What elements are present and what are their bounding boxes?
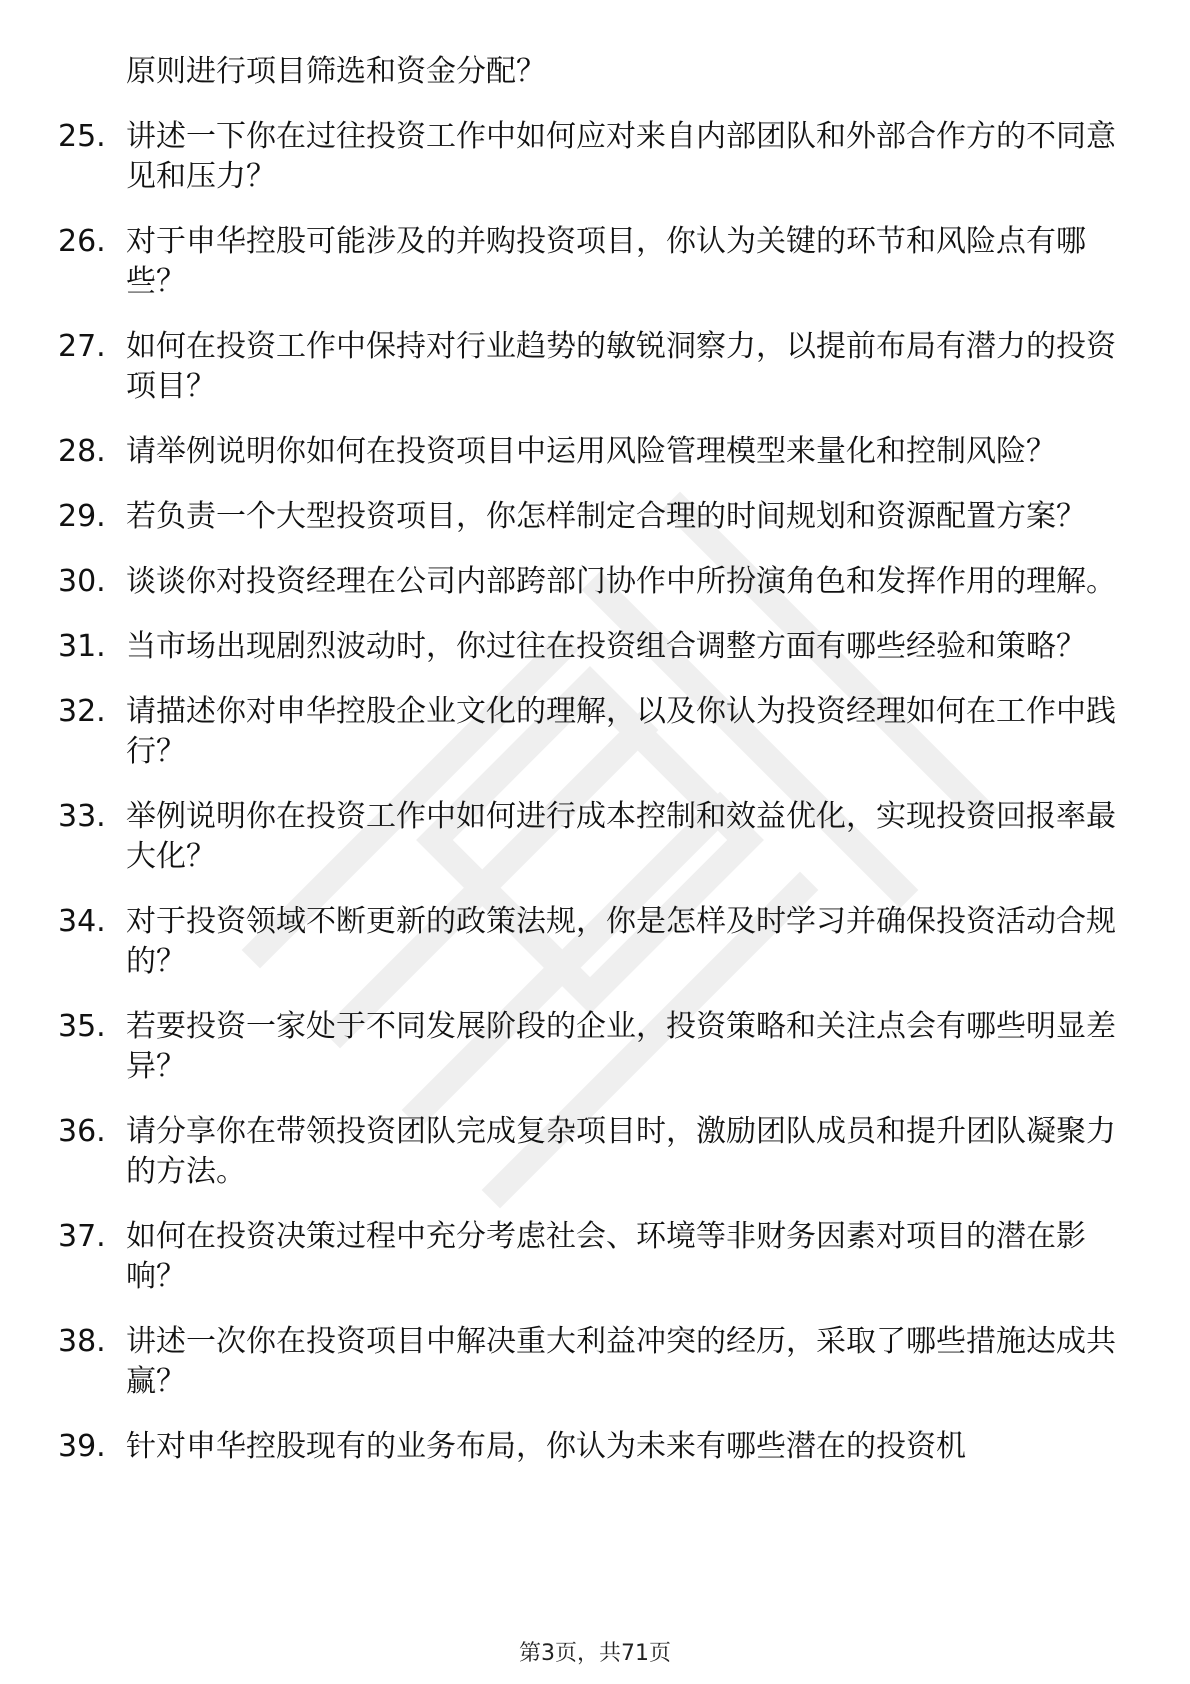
list-item bbox=[58, 117, 1118, 197]
list-item bbox=[58, 432, 1118, 472]
list-item bbox=[58, 562, 1118, 602]
list-item bbox=[58, 497, 1118, 537]
question-text: 若要投资一家处于不同发展阶段的企业，投资策略和关注点会有哪些明显差异？ bbox=[126, 1009, 1116, 1084]
question-text: 举例说明你在投资工作中如何进行成本控制和效益优化，实现投资回报率最大化？ bbox=[126, 799, 1116, 874]
question-text: 讲述一次你在投资项目中解决重大利益冲突的经历，采取了哪些措施达成共赢？ bbox=[126, 1324, 1116, 1399]
question-text: 讲述一下你在过往投资工作中如何应对来自内部团队和外部合作方的不同意见和压力？ bbox=[126, 119, 1116, 194]
question-number: 27. bbox=[58, 329, 106, 364]
question-number: 28. bbox=[58, 434, 106, 469]
question-number: 36. bbox=[58, 1114, 106, 1149]
question-text: 谈谈你对投资经理在公司内部跨部门协作中所扮演角色和发挥作用的理解。 bbox=[126, 564, 1116, 599]
question-text: 当市场出现剧烈波动时，你过往在投资组合调整方面有哪些经验和策略？ bbox=[126, 629, 1086, 664]
question-number: 29. bbox=[58, 499, 106, 534]
question-text: 针对申华控股现有的业务布局，你认为未来有哪些潜在的投资机 bbox=[126, 1429, 966, 1464]
question-number: 26. bbox=[58, 224, 106, 259]
question-text: 请分享你在带领投资团队完成复杂项目时，激励团队成员和提升团队凝聚力的方法。 bbox=[126, 1114, 1116, 1189]
question-continuation-text: 原则进行项目筛选和资金分配？ bbox=[126, 54, 546, 89]
question-number: 39. bbox=[58, 1429, 106, 1464]
list-item bbox=[58, 327, 1118, 407]
list-item bbox=[58, 1322, 1118, 1402]
question-text: 请举例说明你如何在投资项目中运用风险管理模型来量化和控制风险？ bbox=[126, 434, 1056, 469]
question-number: 34. bbox=[58, 904, 106, 939]
question-number: 31. bbox=[58, 629, 106, 664]
list-item bbox=[58, 902, 1118, 982]
question-number: 38. bbox=[58, 1324, 106, 1359]
list-item bbox=[58, 1217, 1118, 1297]
page-number-text: 第3页，共71页 bbox=[519, 1641, 671, 1666]
question-number: 32. bbox=[58, 694, 106, 729]
question-number: 30. bbox=[58, 564, 106, 599]
list-item bbox=[58, 1427, 1118, 1467]
question-text: 对于投资领域不断更新的政策法规，你是怎样及时学习并确保投资活动合规的？ bbox=[126, 904, 1116, 979]
question-number: 25. bbox=[58, 119, 106, 154]
question-number: 37. bbox=[58, 1219, 106, 1254]
question-text: 如何在投资工作中保持对行业趋势的敏锐洞察力，以提前布局有潜力的投资项目？ bbox=[126, 329, 1116, 404]
list-item bbox=[58, 222, 1118, 302]
list-item bbox=[58, 52, 1118, 92]
list-item bbox=[58, 797, 1118, 877]
question-number: 35. bbox=[58, 1009, 106, 1044]
question-text: 若负责一个大型投资项目，你怎样制定合理的时间规划和资源配置方案？ bbox=[126, 499, 1086, 534]
question-number: 33. bbox=[58, 799, 106, 834]
list-item bbox=[58, 692, 1118, 772]
question-text: 如何在投资决策过程中充分考虑社会、环境等非财务因素对项目的潜在影响？ bbox=[126, 1219, 1086, 1294]
question-list bbox=[58, 52, 1118, 1492]
page-footer bbox=[0, 1640, 1190, 1668]
list-item bbox=[58, 1007, 1118, 1087]
list-item bbox=[58, 627, 1118, 667]
list-item bbox=[58, 1112, 1118, 1192]
question-text: 请描述你对申华控股企业文化的理解，以及你认为投资经理如何在工作中践行？ bbox=[126, 694, 1116, 769]
question-text: 对于申华控股可能涉及的并购投资项目，你认为关键的环节和风险点有哪些？ bbox=[126, 224, 1086, 299]
